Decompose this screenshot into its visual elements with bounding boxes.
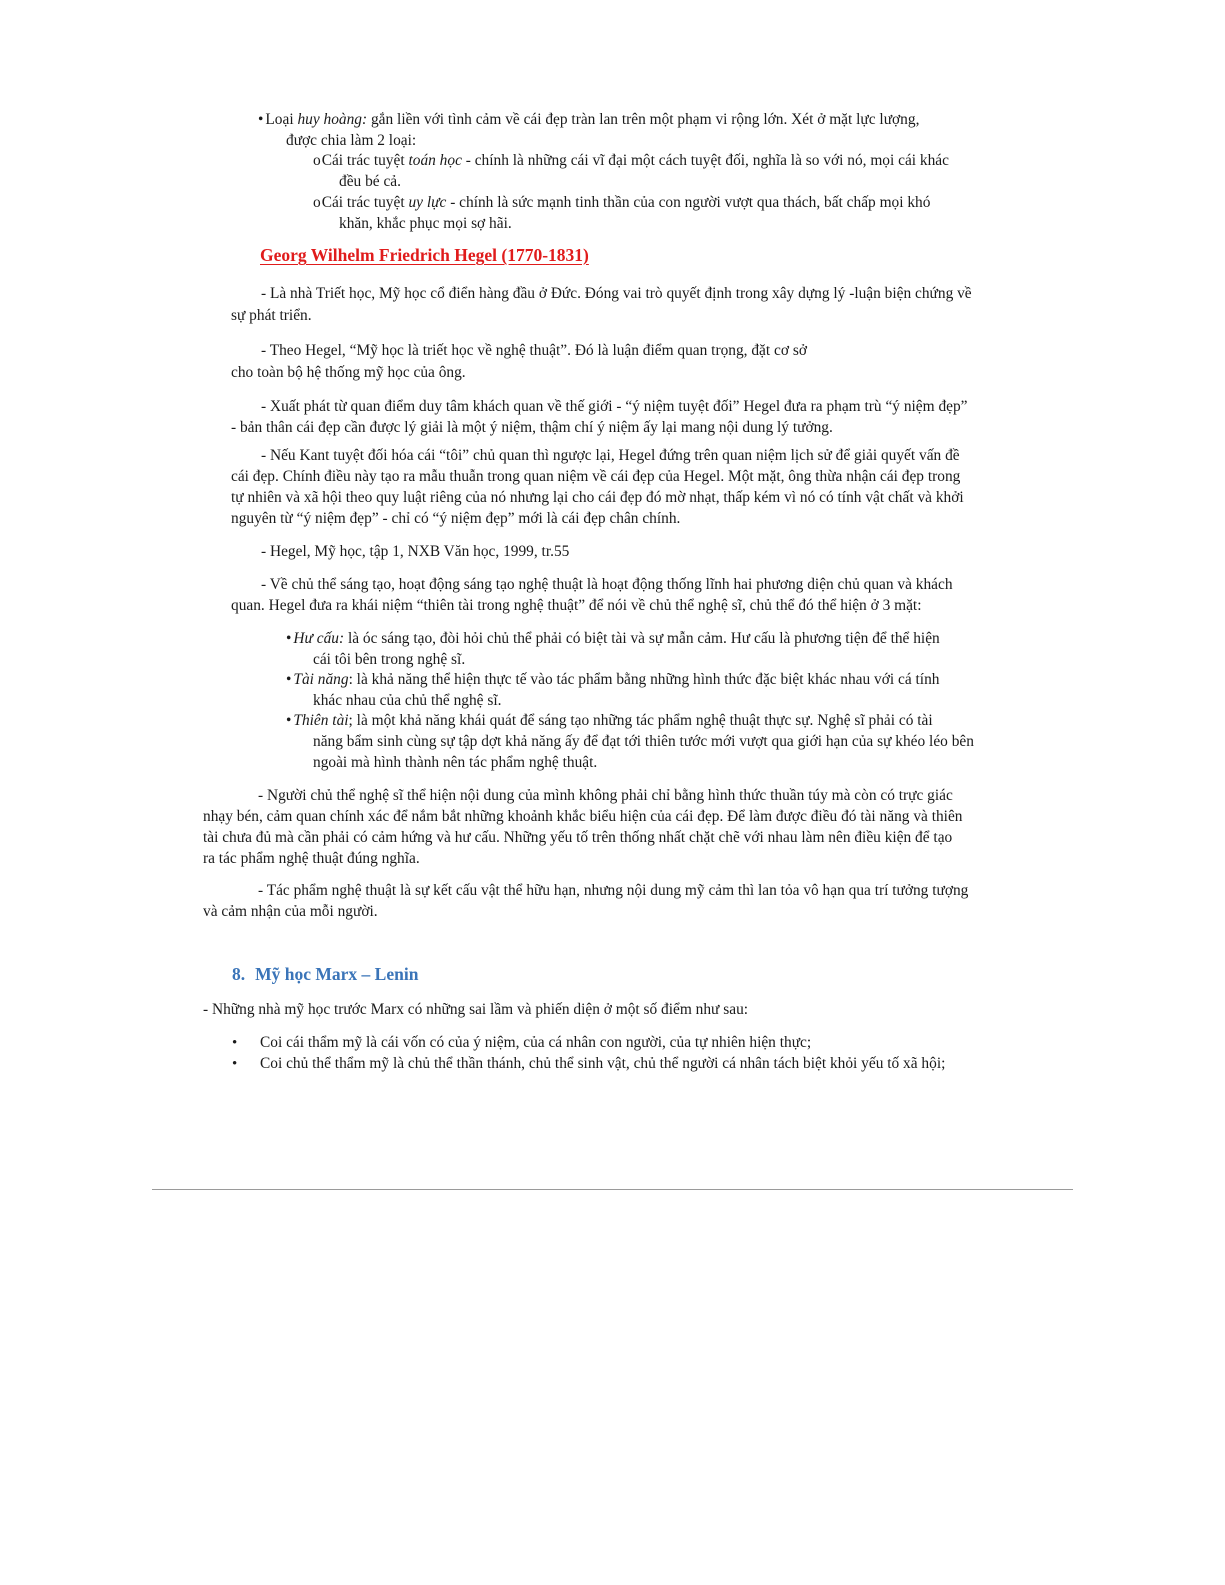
section-title: Mỹ học Marx – Lenin bbox=[255, 964, 419, 984]
bullet-item-continuation: năng bẩm sinh cùng sự tập dợt khả năng ấy để đạt tới thiên tước mới vượt qua giới hạn của sự khéo léo bên bbox=[313, 733, 974, 750]
paragraph-line: - Là nhà Triết học, Mỹ học cổ điển hàng đầu ở Đức. Đóng vai trò quyết định trong xây dựng lý -luận biện chứng về bbox=[261, 285, 972, 302]
list-item: Coi chủ thể thẩm mỹ là chủ thể thần thánh, chủ thể sinh vật, chủ thể người cá nhân tách biệt khỏi yếu tố xã hội; bbox=[260, 1055, 946, 1072]
paragraph-line: - Người chủ thể nghệ sĩ thể hiện nội dung của mình không phải chỉ bằng hình thức thuần túy mà còn có trực giác bbox=[258, 787, 953, 804]
paragraph-line: cho toàn bộ hệ thống mỹ học của ông. bbox=[231, 364, 466, 381]
paragraph-line: - Nếu Kant tuyệt đối hóa cái “tôi” chủ quan thì ngược lại, Hegel đứng trên quan niệm lịch sử để giải quyết vấn đề bbox=[261, 447, 960, 464]
section-heading-marx-lenin bbox=[232, 963, 418, 985]
page-divider bbox=[152, 1189, 1073, 1190]
bullet-icon: • bbox=[286, 630, 292, 647]
bullet-item-continuation: được chia làm 2 loại: bbox=[286, 132, 417, 149]
paragraph-line: - Những nhà mỹ học trước Marx có những sai lầm và phiến diện ở một số điểm như sau: bbox=[203, 1001, 749, 1018]
paragraph-line: cái đẹp. Chính điều này tạo ra mẫu thuẫn trong quan niệm về cái đẹp của Hegel. Một mặt, ông thừa nhận cái đẹp trong bbox=[231, 468, 961, 485]
sub-item-uy-luc: oCái trác tuyệt uy lực - chính là sức mạnh tinh thần của con người vượt qua thách, bất chấp mọi khó bbox=[313, 194, 931, 211]
bullet-icon: • bbox=[286, 712, 292, 729]
section-heading-hegel: Georg Wilhelm Friedrich Hegel (1770-1831) bbox=[260, 245, 589, 265]
bullet-item-hu-cau: • Hư cấu: là óc sáng tạo, đòi hỏi chủ thể phải có biệt tài và sự mẫn cảm. Hư cấu là phương tiện để thể hiện bbox=[286, 630, 940, 647]
sub-item-toan-hoc: oCái trác tuyệt toán học - chính là những cái vĩ đại một cách tuyệt đối, nghĩa là so với nó, mọi cái khác bbox=[313, 152, 949, 169]
bullet-item-thien-tai: • Thiên tài; là một khả năng khái quát để sáng tạo những tác phẩm nghệ thuật thực sự. Nghệ sĩ phải có tài bbox=[286, 712, 933, 729]
paragraph-line: nhạy bén, cảm quan chính xác để nắm bắt những khoảnh khắc biểu hiện của cái đẹp. Để làm được điều đó tài năng và thiên bbox=[203, 808, 963, 825]
list-item: Coi cái thẩm mỹ là cái vốn có của ý niệm, của cá nhân con người, của tự nhiên hiện thực; bbox=[260, 1034, 812, 1051]
reference-line: - Hegel, Mỹ học, tập 1, NXB Văn học, 1999, tr.55 bbox=[261, 543, 570, 560]
paragraph-line: và cảm nhận của mỗi người. bbox=[203, 903, 378, 920]
paragraph-line: sự phát triển. bbox=[231, 307, 312, 324]
sub-item-continuation: khăn, khắc phục mọi sợ hãi. bbox=[339, 215, 512, 232]
section-number: 8. bbox=[232, 964, 246, 984]
bullet-item-tai-nang: • Tài năng: là khả năng thể hiện thực tế vào tác phẩm bằng những hình thức đặc biệt khác nhau với cá tính bbox=[286, 671, 940, 688]
paragraph-line: tài chưa đủ mà cần phải có cảm hứng và hư cấu. Những yếu tố trên thống nhất chặt chẽ với nhau làm nên điều kiện để tạo bbox=[203, 829, 953, 846]
bullet-icon: • bbox=[258, 111, 264, 128]
bullet-icon: • bbox=[232, 1035, 238, 1051]
bullet-icon: • bbox=[286, 671, 292, 688]
paragraph-line: - Xuất phát từ quan điểm duy tâm khách quan về thế giới - “ý niệm tuyệt đối” Hegel đưa ra phạm trù “ý niệm đẹp” bbox=[261, 398, 968, 415]
circle-bullet-icon: o bbox=[313, 152, 321, 169]
paragraph-line: quan. Hegel đưa ra khái niệm “thiên tài trong nghệ thuật” để nói về chủ thể nghệ sĩ, chủ thể đó thể hiện ở 3 mặt: bbox=[231, 597, 922, 614]
bullet-item-huy-hoang: • Loại huy hoàng: gắn liền với tình cảm về cái đẹp tràn lan trên một phạm vi rộng lớn. Xét ở mặt lực lượng, bbox=[258, 111, 920, 128]
paragraph-line: nguyên từ “ý niệm đẹp” - chỉ có “ý niệm đẹp” mới là cái đẹp chân chính. bbox=[231, 510, 681, 527]
paragraph-line: - Tác phẩm nghệ thuật là sự kết cấu vật thể hữu hạn, nhưng nội dung mỹ cảm thì lan tỏa vô hạn qua trí tưởng tượng bbox=[258, 882, 969, 899]
paragraph-line: tự nhiên và xã hội theo quy luật riêng của nó nhưng lại cho cái đẹp đó mờ nhạt, thấp kém vì nó có tính vật chất và khởi bbox=[231, 489, 964, 506]
sub-item-continuation: đều bé cả. bbox=[339, 173, 401, 190]
paragraph-line: ra tác phẩm nghệ thuật đúng nghĩa. bbox=[203, 850, 420, 867]
bullet-item-continuation: cái tôi bên trong nghệ sĩ. bbox=[313, 651, 466, 668]
bullet-item-continuation: ngoài mà hình thành nên tác phẩm nghệ thuật. bbox=[313, 754, 598, 771]
paragraph-line: - bản thân cái đẹp cần được lý giải là một ý niệm, thậm chí ý niệm ấy lại mang nội dung lý tưởng. bbox=[231, 419, 833, 436]
paragraph-line: - Theo Hegel, “Mỹ học là triết học về nghệ thuật”. Đó là luận điểm quan trọng, đặt cơ sở bbox=[261, 342, 807, 359]
bullet-item-continuation: khác nhau của chủ thể nghệ sĩ. bbox=[313, 692, 502, 709]
bullet-icon: • bbox=[232, 1056, 238, 1072]
circle-bullet-icon: o bbox=[313, 194, 321, 211]
paragraph-line: - Về chủ thể sáng tạo, hoạt động sáng tạo nghệ thuật là hoạt động thống lĩnh hai phương diện chủ quan và khách bbox=[261, 576, 953, 593]
